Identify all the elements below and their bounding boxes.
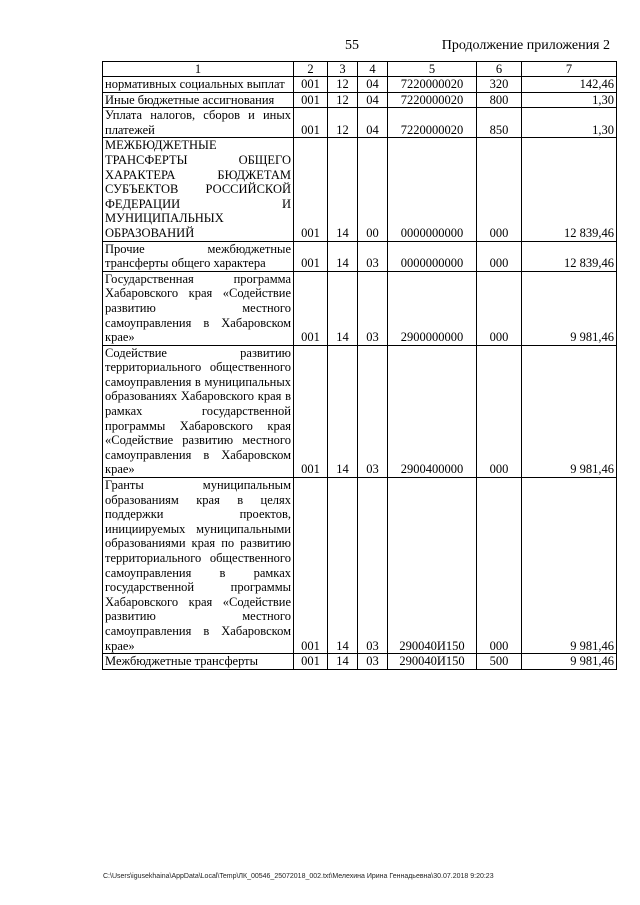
code-cell: 000	[477, 345, 522, 477]
table-row	[103, 138, 617, 241]
continuation-label: Продолжение приложения 2	[441, 38, 610, 53]
code-cell: 001	[294, 77, 328, 93]
code-cell: 001	[294, 108, 328, 138]
amount-cell: 142,46	[522, 77, 617, 93]
code-cell: 7220000020	[388, 77, 477, 93]
code-cell: 001	[294, 478, 328, 654]
code-cell: 2900000000	[388, 271, 477, 345]
code-cell: 850	[477, 108, 522, 138]
table-row	[103, 345, 617, 477]
row-name-cell: Иные бюджетные ассигнования	[103, 92, 294, 108]
amount-cell: 12 839,46	[522, 241, 617, 271]
code-cell: 000	[477, 271, 522, 345]
code-cell: 000	[477, 241, 522, 271]
code-cell: 000	[477, 478, 522, 654]
code-cell: 14	[328, 241, 358, 271]
row-name-cell: Государственная программа Хабаровского края «Содействие развитию местного самоуправления в Хабаровском крае»	[103, 271, 294, 345]
code-cell: 500	[477, 654, 522, 670]
code-cell: 03	[358, 654, 388, 670]
row-name-cell: Межбюджетные трансферты	[103, 654, 294, 670]
table-body	[103, 77, 617, 670]
page-number: 55	[345, 38, 359, 53]
code-cell: 03	[358, 345, 388, 477]
amount-cell: 9 981,46	[522, 345, 617, 477]
code-cell: 14	[328, 654, 358, 670]
column-header: 1	[103, 62, 294, 77]
code-cell: 2900400000	[388, 345, 477, 477]
code-cell: 00	[358, 138, 388, 241]
amount-cell: 12 839,46	[522, 138, 617, 241]
code-cell: 14	[328, 271, 358, 345]
table-row	[103, 92, 617, 108]
code-cell: 04	[358, 108, 388, 138]
column-header: 7	[522, 62, 617, 77]
code-cell: 12	[328, 77, 358, 93]
footer-file-path: C:\Users\igusekhaina\AppData\Local\Temp\ЛК_00546_25072018_002.txt\Мелехина Ирина Геннадьевна\30.07.2018 9:20:23	[103, 873, 494, 880]
code-cell: 000	[477, 138, 522, 241]
code-cell: 0000000000	[388, 138, 477, 241]
code-cell: 14	[328, 138, 358, 241]
row-name-cell: МЕЖБЮДЖЕТНЫЕ ТРАНСФЕРТЫ ОБЩЕГО ХАРАКТЕРА БЮДЖЕТАМ СУБЪЕКТОВ РОССИЙСКОЙ ФЕДЕРАЦИИ И МУНИЦИПАЛЬНЫХ ОБРАЗОВАНИЙ	[103, 138, 294, 241]
amount-cell: 9 981,46	[522, 654, 617, 670]
code-cell: 800	[477, 92, 522, 108]
code-cell: 7220000020	[388, 108, 477, 138]
code-cell: 001	[294, 345, 328, 477]
code-cell: 03	[358, 478, 388, 654]
code-cell: 14	[328, 478, 358, 654]
code-cell: 03	[358, 241, 388, 271]
column-header: 5	[388, 62, 477, 77]
row-name-cell: Содействие развитию территориального общественного самоуправления в муниципальных образованиях Хабаровского края в рамках государственной программы Хабаровского края «Содействие развитию местного самоуправления в Хабаровском крае»	[103, 345, 294, 477]
code-cell: 14	[328, 345, 358, 477]
budget-table	[102, 61, 617, 670]
table-row	[103, 654, 617, 670]
amount-cell: 9 981,46	[522, 478, 617, 654]
amount-cell: 1,30	[522, 92, 617, 108]
table-row	[103, 77, 617, 93]
code-cell: 290040И150	[388, 654, 477, 670]
row-name-cell: нормативных социальных выплат	[103, 77, 294, 93]
column-header: 2	[294, 62, 328, 77]
code-cell: 12	[328, 108, 358, 138]
column-header: 6	[477, 62, 522, 77]
code-cell: 001	[294, 241, 328, 271]
code-cell: 001	[294, 92, 328, 108]
code-cell: 7220000020	[388, 92, 477, 108]
code-cell: 001	[294, 654, 328, 670]
column-header: 4	[358, 62, 388, 77]
amount-cell: 1,30	[522, 108, 617, 138]
code-cell: 290040И150	[388, 478, 477, 654]
row-name-cell: Гранты муниципальным образованиям края в целях поддержки проектов, инициируемых муниципальными образованиями края по развитию территориального общественного самоуправления в рамках государственной программы Хабаровского края «Содействие развитию местного самоуправления в Хабаровском крае»	[103, 478, 294, 654]
row-name-cell: Уплата налогов, сборов и иных платежей	[103, 108, 294, 138]
code-cell: 03	[358, 271, 388, 345]
amount-cell: 9 981,46	[522, 271, 617, 345]
code-cell: 001	[294, 138, 328, 241]
table-row	[103, 108, 617, 138]
code-cell: 320	[477, 77, 522, 93]
column-header: 3	[328, 62, 358, 77]
code-cell: 12	[328, 92, 358, 108]
code-cell: 0000000000	[388, 241, 477, 271]
table-header-row	[103, 62, 617, 77]
code-cell: 04	[358, 92, 388, 108]
table-row	[103, 271, 617, 345]
code-cell: 001	[294, 271, 328, 345]
table-row	[103, 478, 617, 654]
row-name-cell: Прочие межбюджетные трансферты общего характера	[103, 241, 294, 271]
table-row	[103, 241, 617, 271]
code-cell: 04	[358, 77, 388, 93]
